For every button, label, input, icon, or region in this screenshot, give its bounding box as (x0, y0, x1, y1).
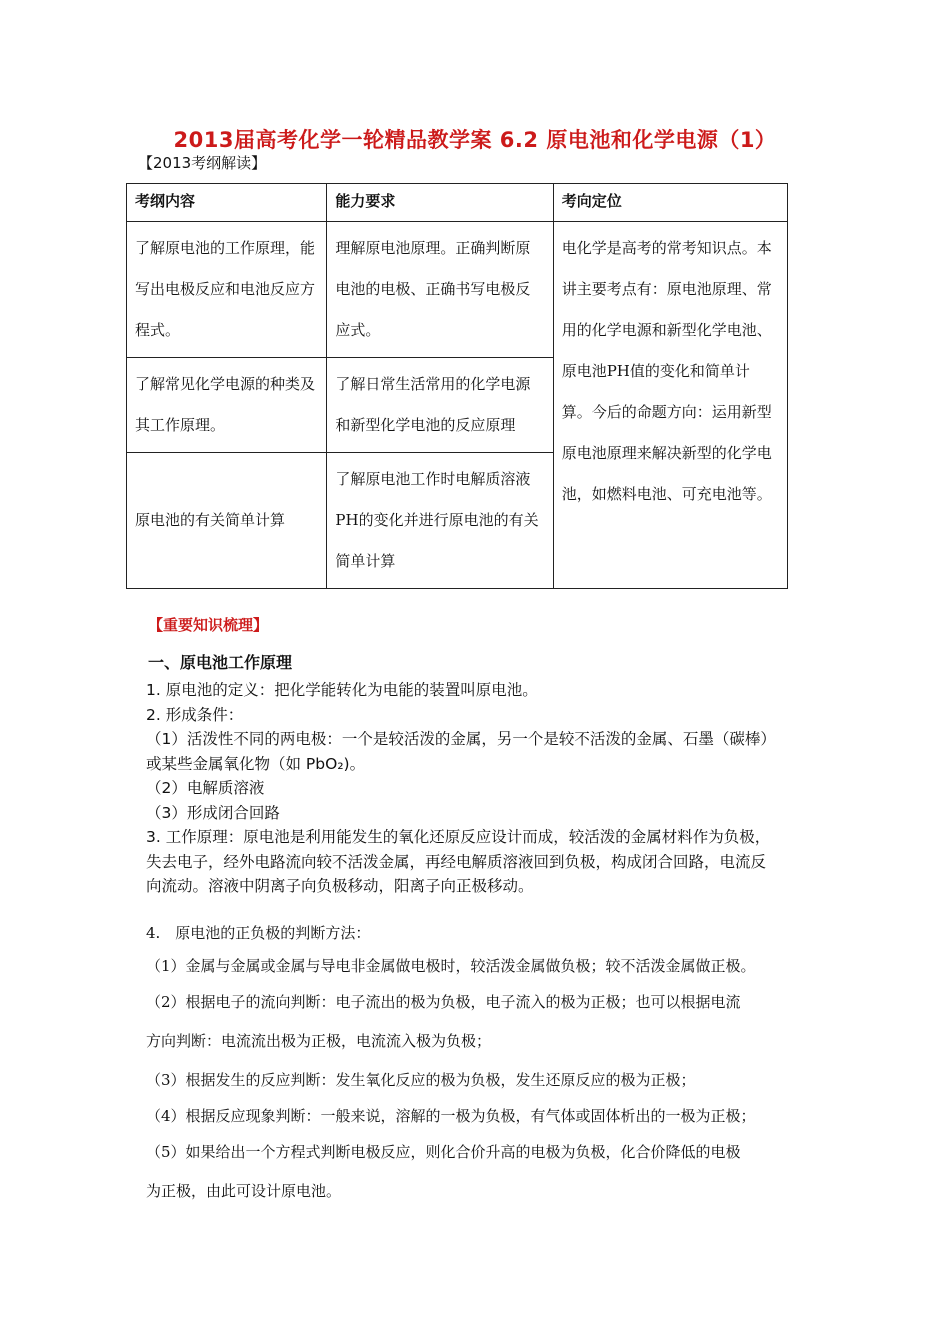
header-content: 考纲内容 (127, 184, 327, 222)
row2-content: 了解常见化学电源的种类及其工作原理。 (127, 358, 327, 453)
definition-line: 1. 原电池的定义：把化学能转化为电能的装置叫原电池。 (146, 681, 538, 699)
method-5a: （5）如果给出一个方程式判断电极反应，则化合价升高的电极为负极，化合价降低的电极 (146, 1143, 741, 1161)
electrode-judgement-block (146, 918, 826, 1212)
table-header-row (127, 184, 788, 222)
orientation-cell: 电化学是高考的常考知识点。本讲主要考点有：原电池原理、常用的化学电源和新型化学电池、原电池PH值的变化和简单计算。今后的命题方向：运用新型原电池原理来解决新型的化学电池，如燃料电池、可充电池等。 (553, 222, 787, 589)
conditions-line: 2. 形成条件： (146, 705, 244, 724)
row3-content: 原电池的有关简单计算 (127, 453, 327, 589)
header-orientation: 考向定位 (553, 184, 787, 222)
row3-ability: 了解原电池工作时电解质溶液PH的变化并进行原电池的有关简单计算 (327, 453, 553, 589)
method-2a: （2）根据电子的流向判断：电子流出的极为负极，电子流入的极为正极；也可以根据电流 (146, 993, 741, 1011)
row2-ability: 了解日常生活常用的化学电源和新型化学电池的反应原理 (327, 358, 553, 453)
principle-a: 3. 工作原理：原电池是利用能发生的氧化还原反应设计而成，较活泼的金属材料作为负极， (146, 828, 771, 846)
condition-3: （3）形成闭合回路 (146, 803, 280, 822)
judgement-title: 4. 原电池的正负极的判断方法： (146, 924, 371, 942)
section-heading: 一、原电池工作原理 (148, 653, 293, 672)
method-4: （4）根据反应现象判断：一般来说，溶解的一极为负极，有气体或固体析出的一极为正极； (146, 1107, 756, 1125)
exam-outline-table (126, 183, 788, 589)
principle-block (146, 678, 826, 899)
header-ability: 能力要求 (327, 184, 553, 222)
row1-content: 了解原电池的工作原理，能写出电极反应和电池反应方程式。 (127, 222, 327, 358)
condition-1a: （1）活泼性不同的两电极：一个是较活泼的金属，另一个是较不活泼的金属、石墨（碳棒） (146, 730, 776, 748)
condition-2: （2）电解质溶液 (146, 779, 265, 797)
method-2b: 方向判断：电流流出极为正极，电流流入极为负极； (146, 1032, 492, 1050)
condition-1b: 或某些金属氧化物（如 PbO₂)。 (146, 754, 366, 773)
method-1: （1）金属与金属或金属与导电非金属做电极时，较活泼金属做负极；较不活泼金属做正极。 (146, 957, 756, 975)
exam-outline-heading: 【2013考纲解读】 (138, 154, 267, 172)
knowledge-heading: 【重要知识梳理】 (148, 616, 269, 634)
document-title: 2013届高考化学一轮精品教学案 6.2 原电池和化学电源（1） (173, 128, 777, 152)
row1-ability: 理解原电池原理。正确判断原电池的电极、正确书写电极反应式。 (327, 222, 553, 358)
principle-b: 失去电子，经外电路流向较不活泼金属，再经电解质溶液回到负极，构成闭合回路，电流反 (146, 852, 767, 871)
method-3: （3）根据发生的反应判断：发生氧化反应的极为负极，发生还原反应的极为正极； (146, 1071, 696, 1089)
method-5b: 为正极，由此可设计原电池。 (146, 1182, 342, 1200)
table-row (127, 222, 788, 358)
principle-c: 向流动。溶液中阴离子向负极移动，阳离子向正极移动。 (146, 877, 534, 895)
